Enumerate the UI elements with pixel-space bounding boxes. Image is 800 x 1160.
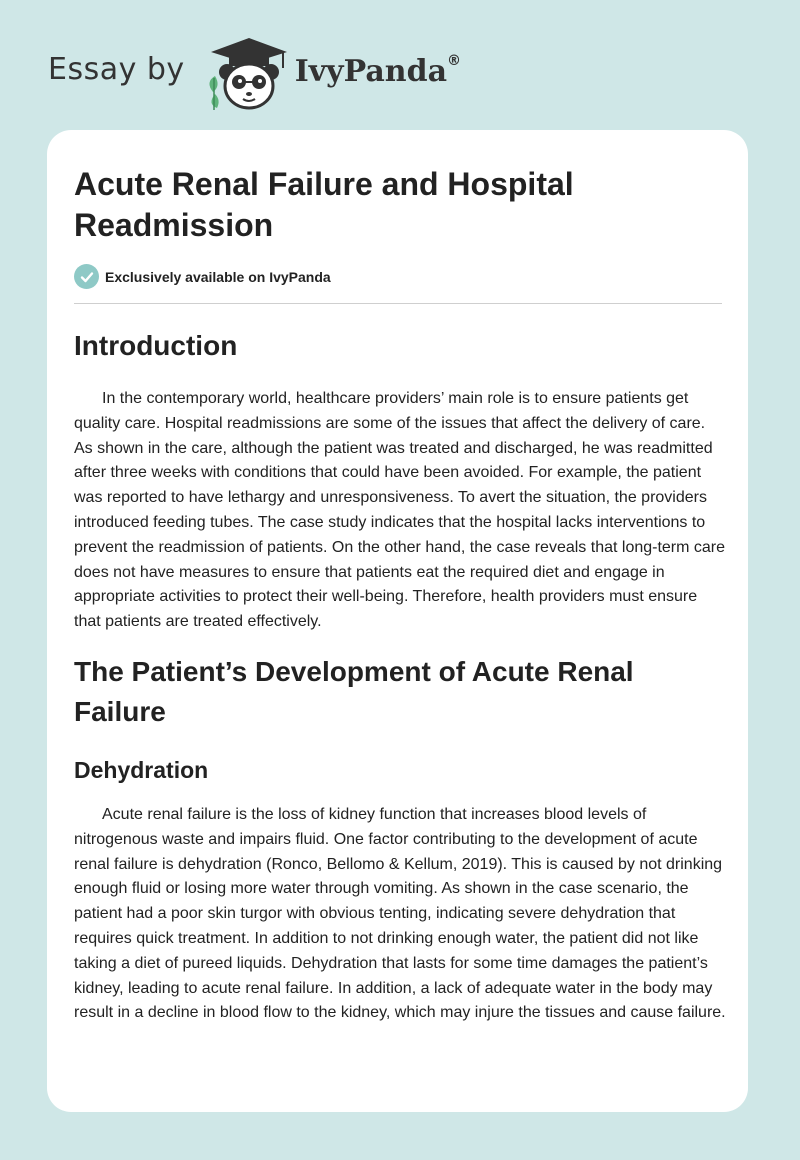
section-heading-acute-renal-failure: The Patient’s Development of Acute Renal Failure	[74, 655, 634, 727]
page-title: Acute Renal Failure and Hospital Readmission	[74, 166, 574, 243]
check-circle-icon	[74, 264, 99, 289]
exclusive-badge	[74, 264, 722, 289]
paragraph-dehydration: Acute renal failure is the loss of kidney function that increases blood levels of nitrogenous waste and impairs fluid. One factor contributing to the development of acute renal failure is dehydration (Ronco, Bellomo & Kellum, 2019). This is caused by not drinking enough fluid or losing more water through vomiting. As shown in the case scenario, the patient had a poor skin turgor with obvious tenting, indicating severe dehydration that requires quick treatment. In addition to not drinking enough water, the patient did not like taking a diet of pureed liquids. Dehydration that lasts for some time damages the patient’s kidney, leading to acute renal failure. In addition, a lack of adequate water in the body may result in a decline in blood flow to the kidney, which may injure the tissues and cause failure.	[74, 805, 726, 1022]
registered-mark: ®	[447, 53, 462, 69]
brand-name[interactable]: IvyPanda®	[294, 53, 462, 89]
panda-graduate-logo-icon[interactable]	[199, 32, 289, 112]
divider	[74, 303, 722, 304]
section-heading-introduction: Introduction	[74, 330, 238, 361]
badge-label: Exclusively available on IvyPanda	[105, 268, 331, 285]
subheading-dehydration: Dehydration	[74, 756, 209, 783]
site-header	[48, 32, 548, 112]
essay-card	[47, 130, 748, 1112]
essay-by-label: Essay by	[48, 51, 185, 87]
paragraph-introduction: In the contemporary world, healthcare providers’ main role is to ensure patients get quality care. Hospital readmissions are some of the issues that affect the delivery of care. As shown in the care, although the patient was treated and discharged, he was readmitted after three weeks with conditions that could have been avoided. For example, the patient was reported to have lethargy and unresponsiveness. To avert the situation, the providers introduced feeding tubes. The case study indicates that the hospital lacks interventions to prevent the readmission of patients. On the other hand, the case reveals that long-term care does not have measures to ensure that patients eat the required diet and engage in appropriate activities to protect their well-being. Therefore, health providers must ensure that patients are treated effectively.	[74, 390, 726, 631]
